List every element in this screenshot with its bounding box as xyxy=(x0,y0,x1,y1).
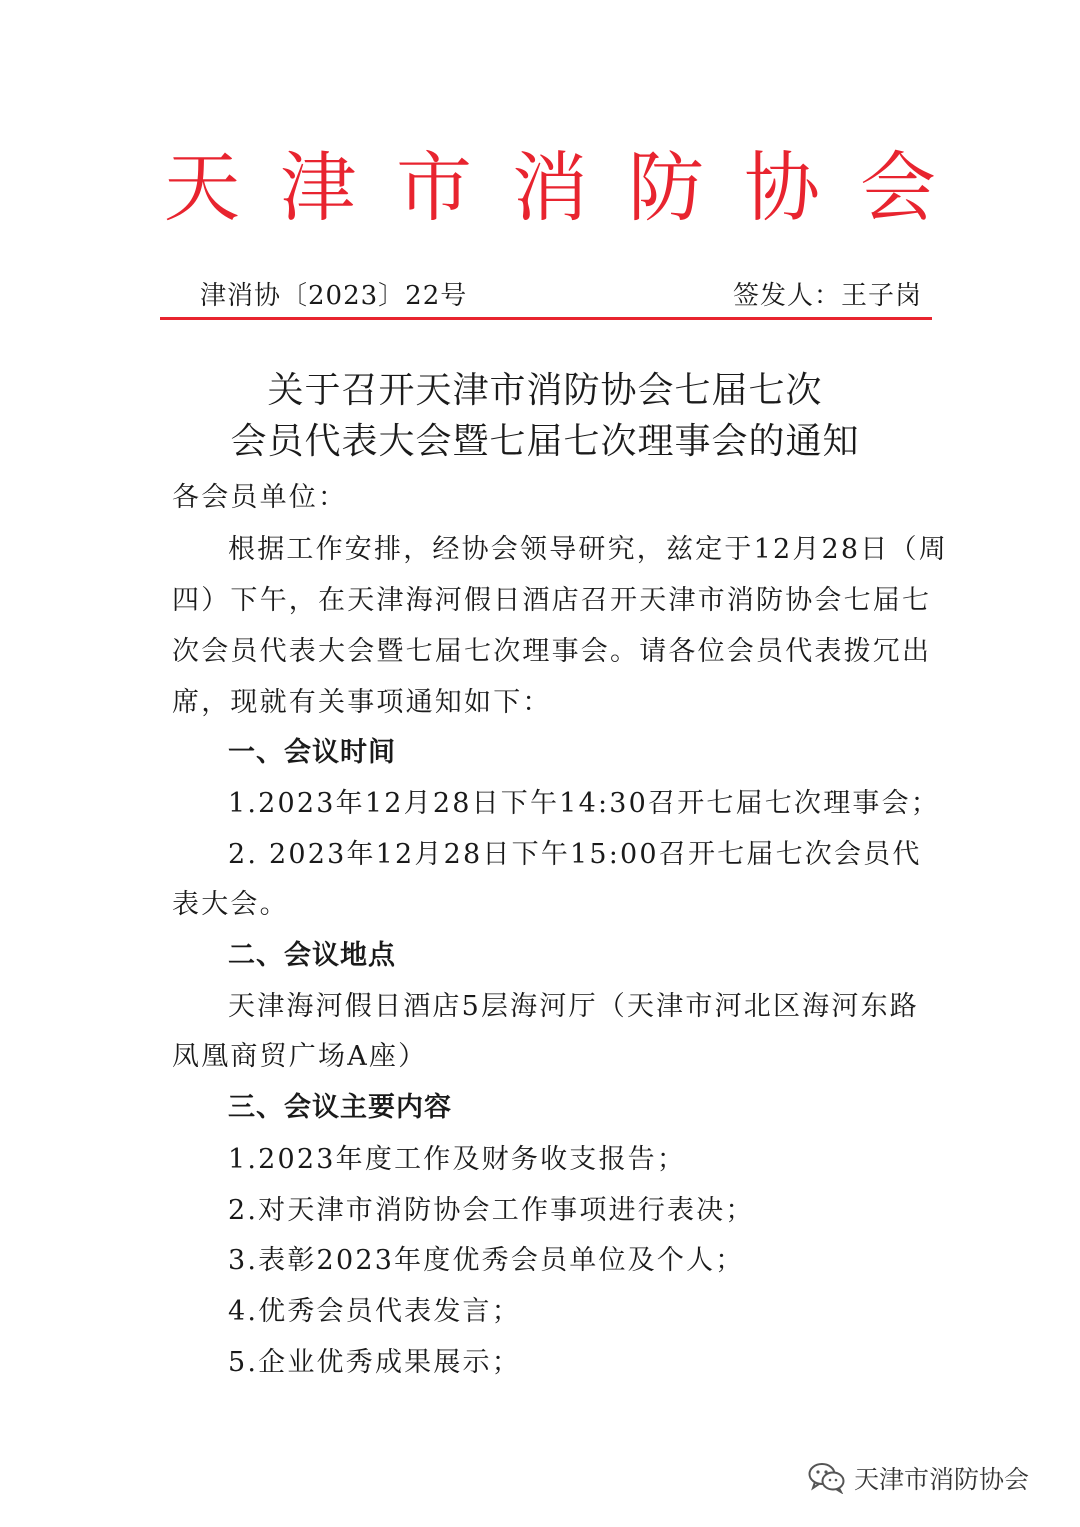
org-name-char: 消 xyxy=(512,143,588,232)
intro-line-1: 根据工作安排，经协会领导研究，兹定于12月28日（周 xyxy=(228,534,948,565)
org-name-char: 协 xyxy=(744,143,820,232)
section-heading-location: 二、会议地点 xyxy=(228,940,396,971)
location-line-1: 天津海河假日酒店5层海河厅（天津市河北区海河东路 xyxy=(228,991,919,1022)
org-name-char: 津 xyxy=(280,143,356,232)
org-name-char: 会 xyxy=(860,143,936,232)
agenda-item: 1.2023年度工作及财务收支报告； xyxy=(228,1144,687,1175)
issuer-signature-line: 签发人：王子岗 xyxy=(732,281,922,311)
org-name-title xyxy=(160,138,940,238)
agenda-item: 4.优秀会员代表发言； xyxy=(228,1296,521,1327)
notice-title-line-2: 会员代表大会暨七届七次理事会的通知 xyxy=(230,421,860,462)
section-heading-time: 一、会议时间 xyxy=(228,737,396,768)
intro-line-4: 席，现就有关事项通知如下： xyxy=(172,687,552,718)
watermark-text: 天津市消防协会 xyxy=(854,1465,1030,1494)
agenda-item: 5.企业优秀成果展示； xyxy=(228,1347,521,1378)
agenda-item: 2.对天津市消防协会工作事项进行表决； xyxy=(228,1195,755,1226)
red-divider xyxy=(160,317,932,320)
org-name-char: 市 xyxy=(396,143,472,232)
location-line-2: 凤凰商贸广场A座） xyxy=(172,1041,428,1072)
document-number: 津消协〔2023〕22号 xyxy=(200,281,468,311)
intro-line-3: 次会员代表大会暨七届七次理事会。请各位会员代表拨冗出 xyxy=(172,636,932,667)
agenda-item: 3.表彰2023年度优秀会员单位及个人； xyxy=(228,1245,745,1276)
meeting-time-item-2: 2. 2023年12月28日下午15:00召开七届七次会员代 xyxy=(228,839,922,870)
org-name-char: 防 xyxy=(628,143,704,232)
meeting-time-item-2-cont: 表大会。 xyxy=(172,889,289,920)
section-heading-agenda: 三、会议主要内容 xyxy=(228,1092,452,1123)
salutation: 各会员单位： xyxy=(172,482,348,513)
wechat-icon xyxy=(808,1462,846,1494)
notice-title-line-1: 关于召开天津市消防协会七届七次 xyxy=(267,370,823,411)
org-name-char: 天 xyxy=(164,143,240,232)
intro-line-2: 四）下午，在天津海河假日酒店召开天津市消防协会七届七 xyxy=(172,585,932,616)
wechat-watermark xyxy=(808,1460,1029,1496)
meeting-time-item-1: 1.2023年12月28日下午14:30召开七届七次理事会； xyxy=(228,788,940,819)
